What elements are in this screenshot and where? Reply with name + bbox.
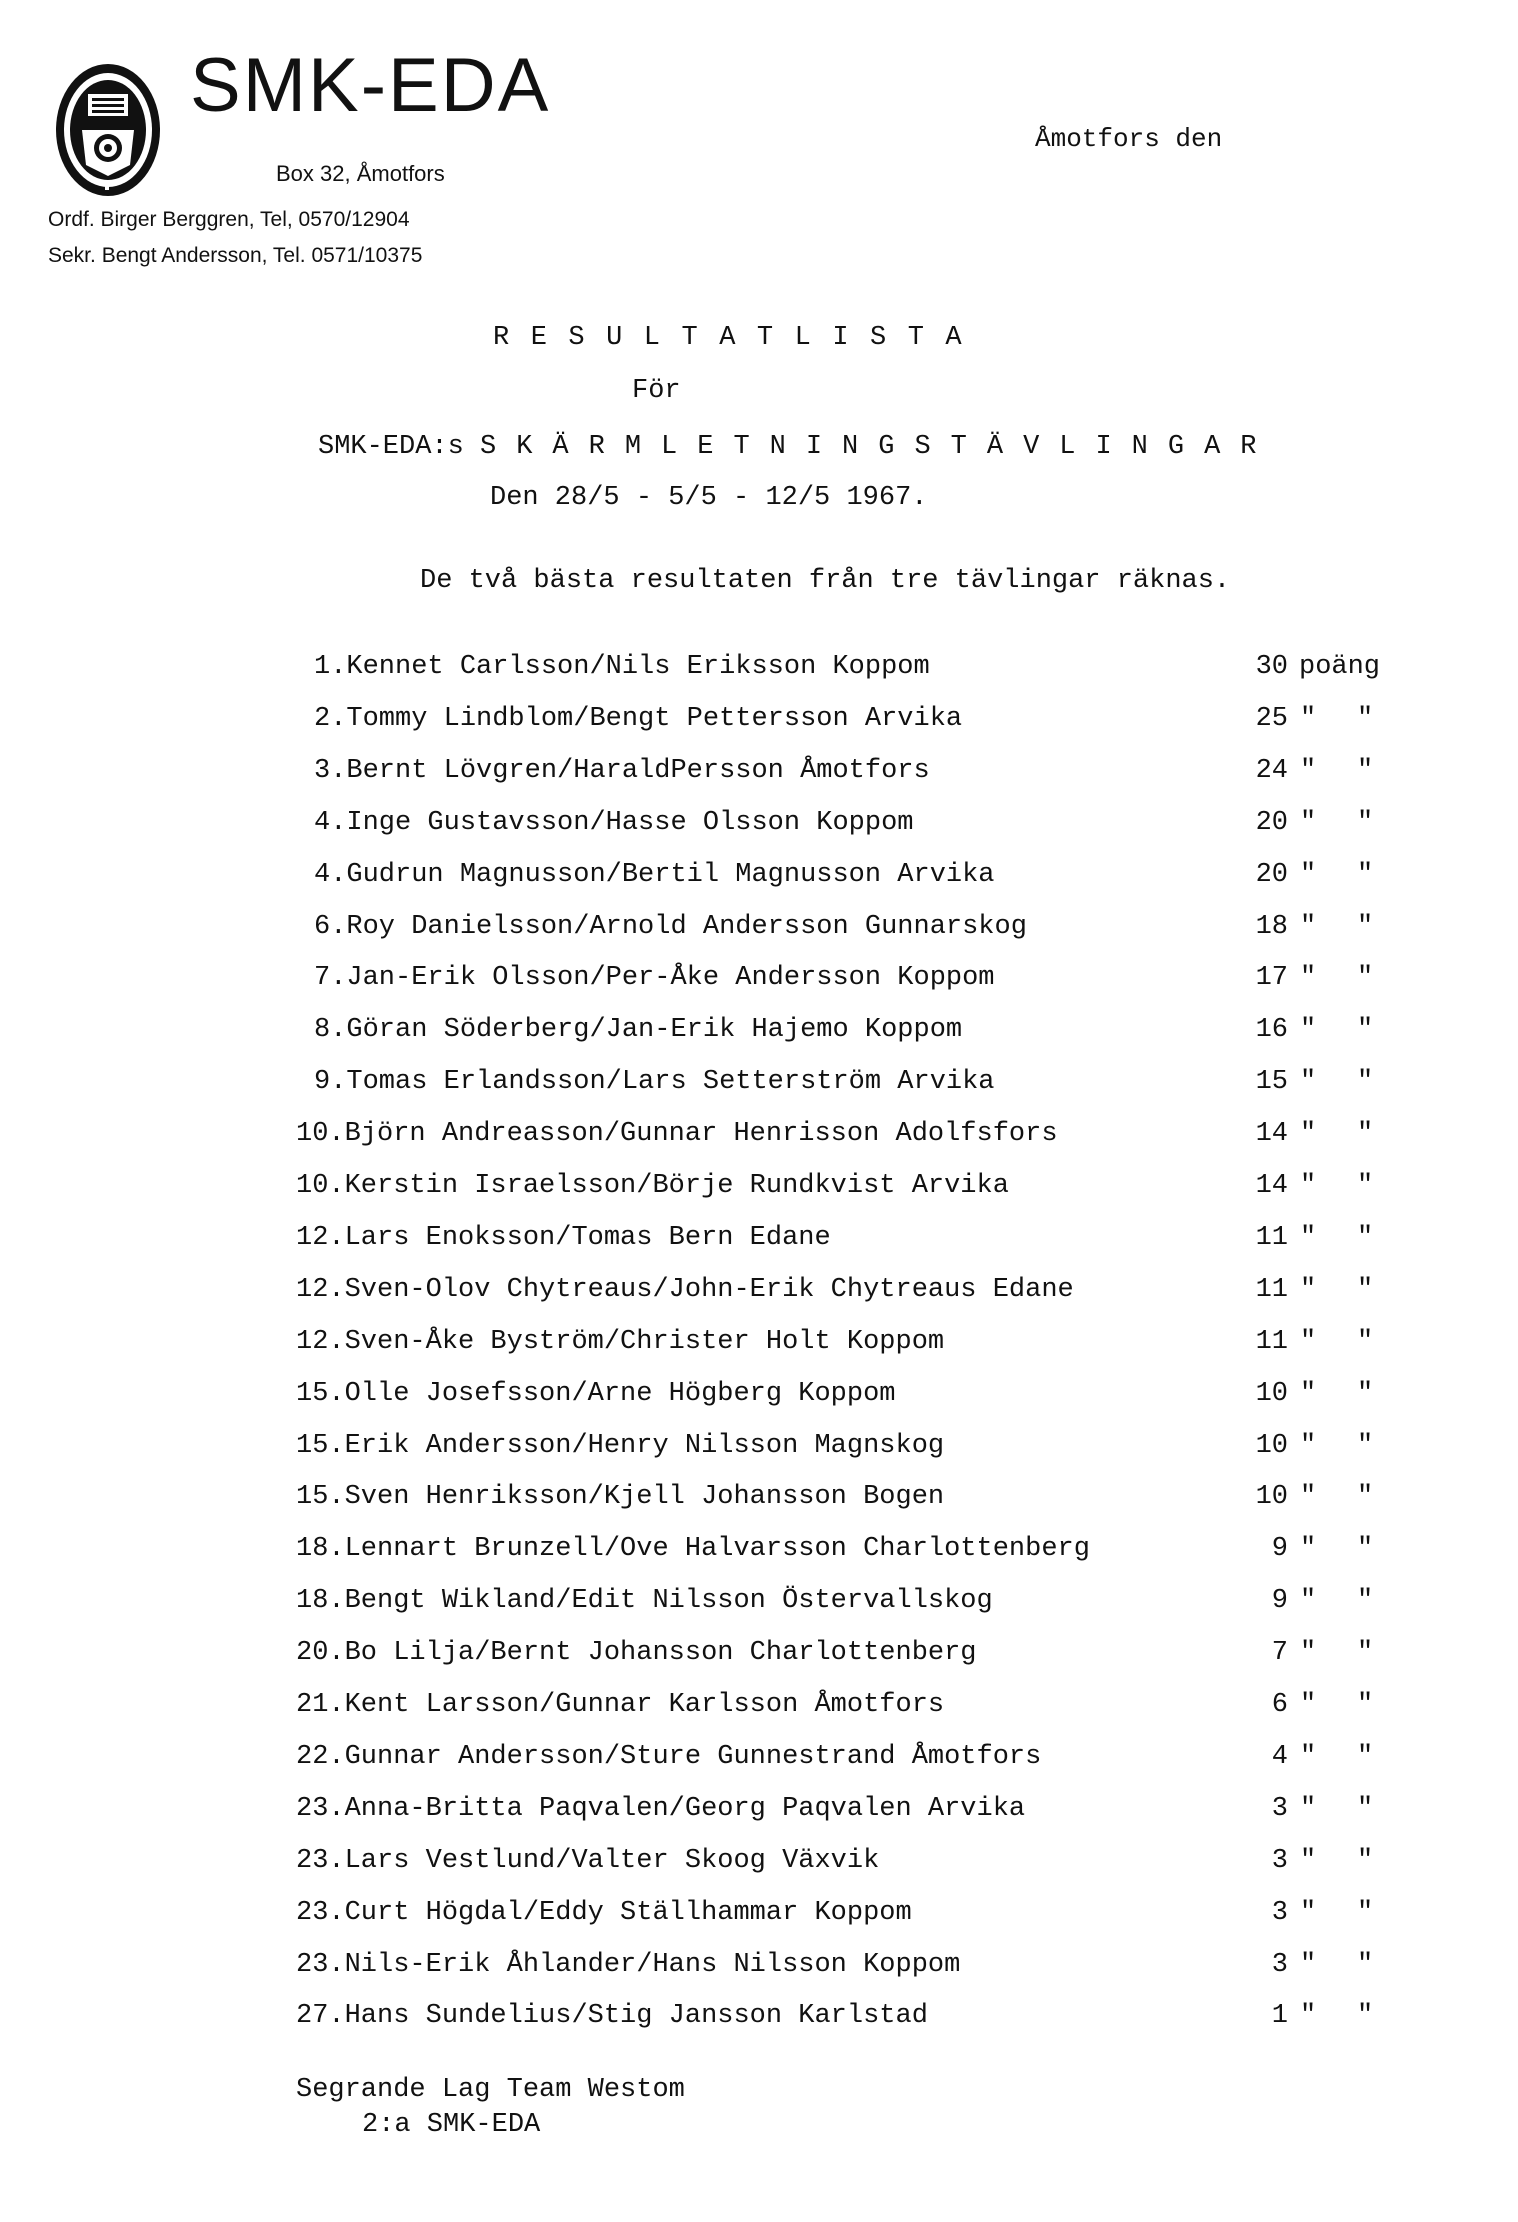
chairman-contact: Ordf. Birger Berggren, Tel, 0570/12904	[48, 208, 410, 231]
result-entry: 10.Björn Andreasson/Gunnar Henrisson Adolfsfors	[296, 1119, 1058, 1150]
ditto-mark: "	[1300, 1482, 1317, 1513]
document-title: RESULTATLISTA	[493, 323, 984, 353]
place-date: Åmotfors den	[1035, 124, 1223, 154]
ditto-mark: "	[1300, 1222, 1317, 1253]
result-row	[0, 808, 1518, 848]
ditto-mark: "	[1300, 911, 1317, 942]
result-points: 16	[1255, 1015, 1288, 1046]
result-points: 3	[1271, 1897, 1288, 1928]
ditto-mark: "	[1357, 1534, 1374, 1565]
ditto-mark: "	[1300, 807, 1317, 838]
ditto-mark: "	[1300, 963, 1317, 994]
ditto-mark: "	[1300, 1534, 1317, 1565]
result-points: 18	[1255, 911, 1288, 942]
scoring-note: De två bästa resultaten från tre tävlingar räknas.	[420, 566, 1231, 596]
ditto-mark: "	[1357, 1015, 1374, 1046]
ditto-mark: "	[1300, 1845, 1317, 1876]
ditto-mark: "	[1300, 1690, 1317, 1720]
ditto-mark: "	[1300, 755, 1317, 786]
result-entry: 4.Inge Gustavsson/Hasse Olsson Koppom	[314, 807, 914, 838]
result-points: 6	[1271, 1690, 1288, 1720]
ditto-mark: "	[1300, 703, 1317, 734]
ditto-mark: "	[1357, 911, 1374, 942]
result-row	[0, 1379, 1518, 1419]
result-entry: 4.Gudrun Magnusson/Bertil Magnusson Arvika	[314, 859, 995, 890]
result-entry: 23.Nils-Erik Åhlander/Hans Nilsson Koppom	[296, 1949, 961, 1980]
result-points: 9	[1271, 1534, 1288, 1565]
ditto-mark: "	[1357, 1793, 1374, 1824]
result-points: 15	[1255, 1067, 1288, 1098]
result-row	[0, 1223, 1518, 1263]
result-points: 20	[1255, 859, 1288, 890]
result-entry: 15.Erik Andersson/Henry Nilsson Magnskog	[296, 1430, 945, 1461]
result-points: 4	[1271, 1741, 1288, 1772]
result-entry: 9.Tomas Erlandsson/Lars Setterström Arvika	[314, 1067, 995, 1098]
result-points: 10	[1255, 1482, 1288, 1513]
result-row	[0, 1015, 1518, 1055]
ditto-mark: "	[1357, 1274, 1374, 1305]
result-row	[0, 1171, 1518, 1211]
org-name: SMK-EDA	[190, 43, 551, 128]
result-entry: 12.Lars Enoksson/Tomas Bern Edane	[296, 1222, 831, 1253]
result-points: 10	[1255, 1378, 1288, 1409]
ditto-mark: "	[1300, 1326, 1317, 1357]
ditto-mark: "	[1300, 1015, 1317, 1046]
ditto-mark: "	[1300, 1949, 1317, 1980]
ditto-mark: "	[1357, 1690, 1374, 1720]
result-entry: 27.Hans Sundelius/Stig Jansson Karlstad	[296, 2001, 928, 2032]
result-row	[0, 860, 1518, 900]
result-points: 30	[1255, 652, 1288, 682]
result-entry: 18.Lennart Brunzell/Ove Halvarsson Charlottenberg	[296, 1534, 1090, 1565]
result-row	[0, 1534, 1518, 1574]
result-points: 17	[1255, 963, 1288, 994]
result-entry: 20.Bo Lilja/Bernt Johansson Charlottenberg	[296, 1638, 977, 1669]
ditto-mark: "	[1357, 1430, 1374, 1461]
result-entry: 18.Bengt Wikland/Edit Nilsson Östervallskog	[296, 1586, 993, 1617]
result-points: 14	[1255, 1171, 1288, 1201]
result-row	[0, 963, 1518, 1003]
result-entry: 8.Göran Söderberg/Jan-Erik Hajemo Koppom	[314, 1015, 963, 1046]
result-points: 1	[1271, 2001, 1288, 2032]
result-row	[0, 756, 1518, 796]
result-points: 3	[1271, 1845, 1288, 1876]
org-address: Box 32, Åmotfors	[276, 161, 445, 186]
result-row	[0, 1742, 1518, 1782]
ditto-mark: "	[1357, 1897, 1374, 1928]
result-points: 24	[1255, 755, 1288, 786]
ditto-mark: "	[1300, 1793, 1317, 1824]
result-entry: 3.Bernt Lövgren/HaraldPersson Åmotfors	[314, 755, 930, 786]
result-row	[0, 1482, 1518, 1522]
result-row	[0, 1898, 1518, 1938]
result-row	[0, 1275, 1518, 1315]
result-entry: 23.Anna-Britta Paqvalen/Georg Paqvalen Arvika	[296, 1793, 1026, 1824]
ditto-mark: "	[1300, 1119, 1317, 1150]
result-points: 11	[1255, 1274, 1288, 1305]
result-row	[0, 1638, 1518, 1678]
ditto-mark: "	[1357, 1638, 1374, 1669]
ditto-mark: "	[1357, 1482, 1374, 1513]
ditto-mark: "	[1300, 2001, 1317, 2032]
ditto-mark: "	[1300, 1378, 1317, 1409]
ditto-mark: "	[1357, 1741, 1374, 1772]
title-for: För	[632, 376, 681, 406]
ditto-mark: "	[1357, 1222, 1374, 1253]
result-entry: 7.Jan-Erik Olsson/Per-Åke Andersson Koppom	[314, 963, 995, 994]
ditto-mark: "	[1300, 1741, 1317, 1772]
result-points: 11	[1255, 1222, 1288, 1253]
ditto-mark: "	[1357, 1326, 1374, 1357]
result-entry: 6.Roy Danielsson/Arnold Andersson Gunnarskog	[314, 911, 1027, 942]
event-subtitle	[318, 432, 1277, 462]
winning-team: Segrande Lag Team Westom	[296, 2075, 685, 2105]
points-unit: poäng	[1299, 652, 1381, 682]
secretary-contact: Sekr. Bengt Andersson, Tel. 0571/10375	[48, 244, 423, 267]
ditto-mark: "	[1357, 1378, 1374, 1409]
result-row	[0, 2001, 1518, 2041]
result-points: 20	[1255, 807, 1288, 838]
ditto-mark: "	[1357, 1845, 1374, 1876]
result-row	[0, 1950, 1518, 1990]
ditto-mark: "	[1357, 963, 1374, 994]
result-entry: 2.Tommy Lindblom/Bengt Pettersson Arvika	[314, 703, 963, 734]
result-row	[0, 912, 1518, 952]
ditto-mark: "	[1357, 1119, 1374, 1150]
ditto-mark: "	[1357, 1171, 1374, 1201]
ditto-mark: "	[1357, 1949, 1374, 1980]
result-row	[0, 1119, 1518, 1159]
result-row	[0, 704, 1518, 744]
result-entry: 23.Curt Högdal/Eddy Ställhammar Koppom	[296, 1897, 912, 1928]
ditto-mark: "	[1357, 1586, 1374, 1617]
ditto-mark: "	[1300, 859, 1317, 890]
result-entry: 10.Kerstin Israelsson/Börje Rundkvist Arvika	[296, 1171, 1009, 1201]
ditto-mark: "	[1300, 1430, 1317, 1461]
result-points: 14	[1255, 1119, 1288, 1150]
result-points: 25	[1255, 703, 1288, 734]
result-row	[0, 1067, 1518, 1107]
result-row	[0, 1846, 1518, 1886]
ditto-mark: "	[1357, 703, 1374, 734]
result-entry: 15.Olle Josefsson/Arne Högberg Koppom	[296, 1378, 896, 1409]
result-points: 3	[1271, 1793, 1288, 1824]
club-logo-emblem	[52, 60, 164, 200]
second-place: 2:a SMK-EDA	[362, 2110, 541, 2140]
result-entry: 22.Gunnar Andersson/Sture Gunnestrand Åmotfors	[296, 1741, 1042, 1772]
result-points: 7	[1271, 1638, 1288, 1669]
ditto-mark: "	[1300, 1171, 1317, 1201]
ditto-mark: "	[1357, 2001, 1374, 2032]
result-entry: 12.Sven-Åke Byström/Christer Holt Koppom	[296, 1326, 945, 1357]
result-row	[0, 1586, 1518, 1626]
ditto-mark: "	[1357, 755, 1374, 786]
result-row	[0, 1327, 1518, 1367]
result-entry: 21.Kent Larsson/Gunnar Karlsson Åmotfors	[296, 1690, 945, 1720]
result-entry: 23.Lars Vestlund/Valter Skoog Växvik	[296, 1845, 880, 1876]
ditto-mark: "	[1300, 1586, 1317, 1617]
subtitle-prefix: SMK-EDA:s	[318, 432, 464, 462]
ditto-mark: "	[1357, 1067, 1374, 1098]
ditto-mark: "	[1300, 1897, 1317, 1928]
ditto-mark: "	[1357, 807, 1374, 838]
result-entry: 12.Sven-Olov Chytreaus/John-Erik Chytreaus Edane	[296, 1274, 1074, 1305]
result-row	[0, 652, 1518, 692]
ditto-mark: "	[1300, 1067, 1317, 1098]
ditto-mark: "	[1300, 1274, 1317, 1305]
result-row	[0, 1690, 1518, 1730]
ditto-mark: "	[1300, 1638, 1317, 1669]
result-points: 10	[1255, 1430, 1288, 1461]
result-row	[0, 1794, 1518, 1834]
ditto-mark: "	[1357, 859, 1374, 890]
result-entry: 15.Sven Henriksson/Kjell Johansson Bogen	[296, 1482, 945, 1513]
result-points: 11	[1255, 1326, 1288, 1357]
event-dates: Den 28/5 - 5/5 - 12/5 1967.	[490, 483, 928, 513]
result-points: 3	[1271, 1949, 1288, 1980]
result-points: 9	[1271, 1586, 1288, 1617]
subtitle-event: SKÄRMLETNINGSTÄVLINGAR	[480, 432, 1277, 462]
result-entry: 1.Kennet Carlsson/Nils Eriksson Koppom	[314, 652, 930, 682]
result-row	[0, 1431, 1518, 1471]
